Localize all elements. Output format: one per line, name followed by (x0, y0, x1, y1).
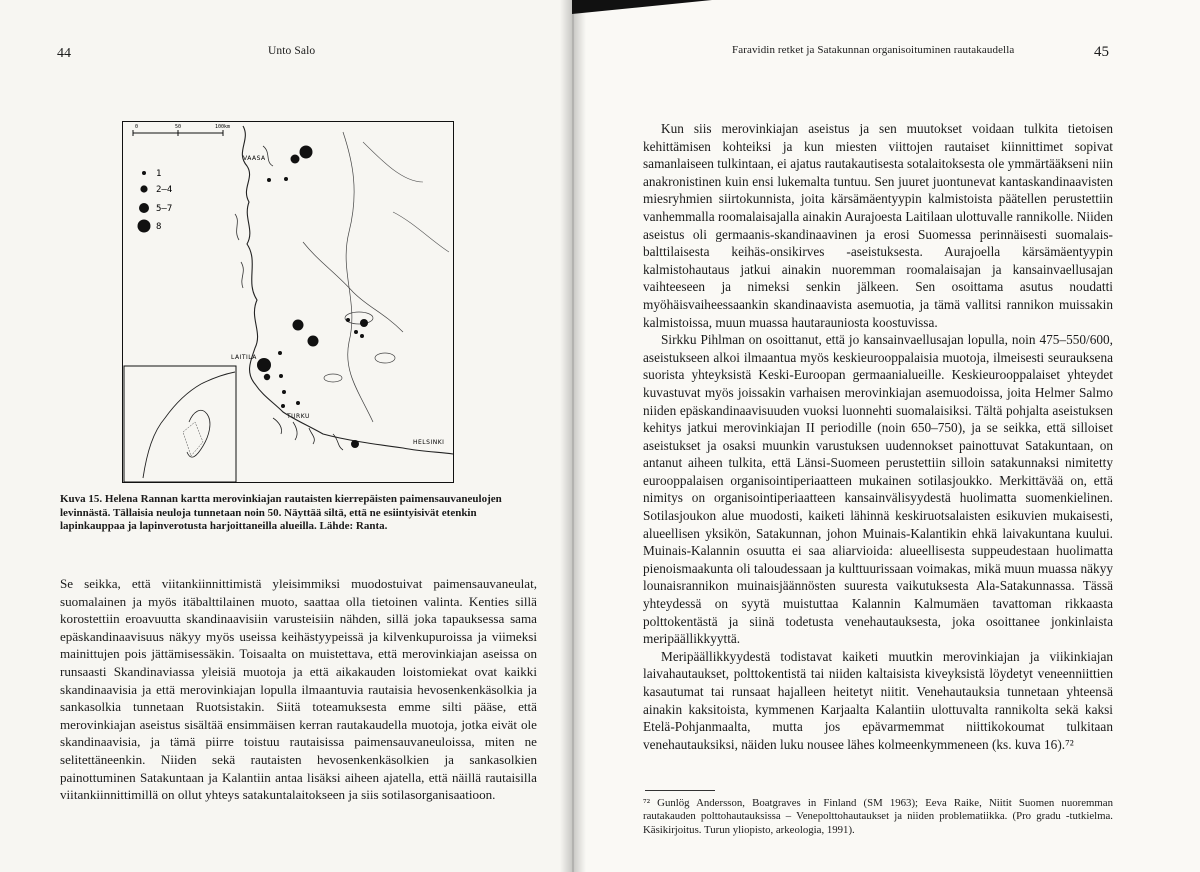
map-svg (123, 122, 453, 482)
place-label-vaasa: VAASA (243, 155, 266, 162)
find-marker (278, 351, 282, 355)
find-marker (308, 336, 319, 347)
find-markers (257, 146, 368, 449)
inset-map-frame (124, 366, 236, 482)
footnote-72: ⁷² Gunlög Andersson, Boatgraves in Finland (SM 1963); Eeva Raike, Niitit Suomen nuoremman rautakauden polttohautauksissa – Venepolttohautaukset ja niiden problematiikka. (Pro gradu -tutkielma. Käsikirjoitus. Turun yliopisto, arkeologia, 1991). (643, 797, 1113, 836)
find-marker (281, 404, 285, 408)
map-legend (138, 169, 173, 233)
find-marker (293, 320, 304, 331)
scale-label-50: 50 (175, 124, 182, 130)
scale-bar (133, 124, 230, 136)
find-marker (360, 334, 364, 338)
scale-label-0: 0 (135, 124, 139, 130)
find-marker (284, 177, 288, 181)
find-marker (264, 374, 270, 380)
find-marker (351, 440, 359, 448)
right-running-head: Faravidin retket ja Satakunnan organisoituminen rautakaudella (732, 44, 1015, 56)
left-body-text (60, 575, 537, 804)
distribution-map-figure (122, 121, 454, 483)
right-body-text (643, 120, 1113, 753)
find-marker (257, 358, 271, 372)
figure-caption: Kuva 15. Helena Rannan kartta merovinkiajan rautaisten kierrepäisten paimensauvaneulojen levinnästä. Tällaisia neuloja tunnetaan noin 50. Näyttää siltä, että ne esiintyisivät etenkin lapinkauppaa ja lapinverotusta harjoittaneilla alueilla. Lähde: Ranta. (60, 493, 502, 533)
legend-label-5-7: 5–7 (156, 204, 173, 214)
place-label-laitila: LAITILA (231, 354, 257, 361)
footnote-rule (645, 790, 715, 791)
place-label-turku: TURKU (287, 413, 310, 420)
legend-label-8: 8 (156, 222, 162, 232)
book-gutter (560, 0, 586, 872)
left-running-head: Unto Salo (268, 45, 316, 57)
coastline (242, 126, 453, 454)
find-marker (267, 178, 271, 182)
right-page-number: 45 (1094, 44, 1109, 60)
find-marker (296, 401, 300, 405)
legend-label-2-4: 2–4 (156, 185, 173, 195)
legend-label-1: 1 (156, 169, 162, 179)
left-paragraph: Se seikka, että viitankiinnittimistä yleisimmiksi muodostuivat paimensauvaneulat, suomalainen ja myös itäbalttilainen muoto, saattaa olla tietoinen valinta. Kenties sillä korostettiin eroavuutta skandinaavisiin varusteisiin nähden, sillä joka tapauksessa sama epäskandinaavisuus näkyy myös useissa keihästyypeissä ja kilvenkupuroissa ja viimeksi mainittujen pois jättämisessäkin. Toisaalta on muistettava, että merovinkiajan aseissa on runsaasti Skandinaviassa yleisiä muotoja ja että aikakauden loistomiekat ovat kaikki skandinaavisia ja että merovinkiajan lopulla ilmaantuvia rautaisia hevosenkenkäsolkia ja sankasolkia tunnetaan Ruotsistakin. Siitä toteamuksesta emme silti pääse, että merovinkiajan aseistus sisältää ensimmäisen kerran rautakaudella muotoja, jotka eivät ole skandinaavisia, ja tämä piirre toistuu rautaisissa paimensauvaneuloissa, miten ne selitettäneenkin. Niiden sekä rautaisten hevosenkenkäsolkien ja sankasolkien painottuminen Satakuntaan ja Kalantiin antaa lisäksi aiheen ajatella, että näillä rautaisilla viitankiinnittimillä on ollut yhteys satakuntalaitokseen ja siis sotilasorganisaatioon. (60, 576, 537, 803)
left-page (0, 0, 572, 872)
right-paragraph-2: Sirkku Pihlman on osoittanut, että jo kansainvaellusajan lopulla, noin 475–550/600, aseistukseen alkoi ilmaantua myös keskieurooppalaisia muotoja, ilmeisesti seurauksena suorista yhteyksistä Keski-Euroopan germaanialueille. Keskieurooppalaiset yhteydet kuvastuvat myös joissakin varhaisen merovinkiajan asemuodoissa, joita Helmer Salmo niiden epäskandinaavisuuden vuoksi luonnehti suomalaisiksi. Tältä pohjalta aseistuksen kehitys jatkui merovinkiajan II periodille (noin 650–750), ja se seikka, että silloiset aseistukset ja osaksi muunkin varustuksen uudennokset painottuvat Satakuntaan, on antanut aiheen tulkita, että Länsi-Suomeen perustettiin silloin satakunnaksi nimitetty eurooppalaisen organisointiperiaatteen mukainen sotilasjoukko. Merkittävää on, että nimitys on organisointiperiaatteen kansainvälisyydestä huolimatta suomenkielinen. Sotilasjoukon alue muodosti, kaiketi lähinnä keskiruotsalaisten esikuvien mukaisesti, alueellisen yksikön, Satakunnan, johon Muinais-Kalantikin ehkä laivakuntana kuului. Muinais-Kalannin osuutta ei saa aliarvioida: alueellisesta suppeudestaan huolimatta pienoismaakunta oli taloudessaan ja kulttuurissaan voimakas, mikä muun muassa näkyy lounaisrannikon muinaisjäännösten suuresta vaikutuksesta Ala-Satakunnassa. Tässä yhteydessä on syytä muistuttaa Kalannin Kalmumäen tavattoman rikkaasta polttokentästä ja siinä todetusta venehautauksesta, joka osoittanee jonkinlaista meripäällikkyyttä. (643, 332, 1113, 647)
find-marker (360, 319, 368, 327)
right-paragraph-1: Kun siis merovinkiajan aseistus ja sen muutokset voidaan tulkita tietoisen kehittämisen kohteiksi ja kun miesten viittojen rautaiset kiinnittimet sopivat samanlaiseen tulkintaan, ei ajatus rautakautisesta sotalaitoksesta ole ymmärtääkseni niin anakronistinen kuin ensi lukemalta tuntuu. Sen juuret juontunevat kantaskandinaavisten miesryhmien siirtokunnista, joita kärsämäentyypin kalmistoista päätellen perustettiin vanhemmalla roomalaisajalla ainakin Aurajoesta Laitilaan ulottuvalle rannikolle. Niiden aseistus oli germaanis-skandinaavinen ja erosi Suomessa perinnäisesti suomalais-balttilaisesta keihäs-onsikirves -aseistuksesta. Aurajoella kärsämäentyypin kalmistohautaus jatkui ainakin nuoremman roomalaisajan ja kansainvaellusajan vaihteeseen ja nimeksi senkin jälkeen. Sen osoittama asutus noudatti myöhäisvaiheessaankin skandinaavista asemuotia, ja tämä vallitsi rannikon muissakin kalmistoissa, muun muassa hautarauniosta koostuvissa. (643, 121, 1113, 330)
scale-label-100km: 100km (215, 124, 231, 130)
find-marker (282, 390, 286, 394)
find-marker (279, 374, 283, 378)
find-marker (300, 146, 313, 159)
find-marker (354, 330, 358, 334)
left-page-number: 44 (57, 46, 71, 61)
place-label-helsinki: HELSINKI (413, 439, 445, 446)
right-paragraph-3: Meripäällikkyydestä todistavat kaiketi muutkin merovinkiajan ja viikinkiajan laivahautaukset, polttokentistä tai niiden kaltaisista kiveyksistä löydetyt veneenniittien kasautumat tai runsaat hajalleen heitetyt niitit. Venehautauksia tunnetaan yhteensä ainakin kaksitoista, kymmenen Karjaalta Kalantiin ulottuvalta rannikolta sekä kaksi Etelä-Pohjanmaalta, mutta jos epävarmemmat niittikokoumat tulkitaan venehautauksiksi, näiden luku nousee lähes kolmeenkymmeneen (ks. kuva 16).⁷² (643, 648, 1113, 752)
find-marker (291, 155, 300, 164)
find-marker (346, 318, 350, 322)
